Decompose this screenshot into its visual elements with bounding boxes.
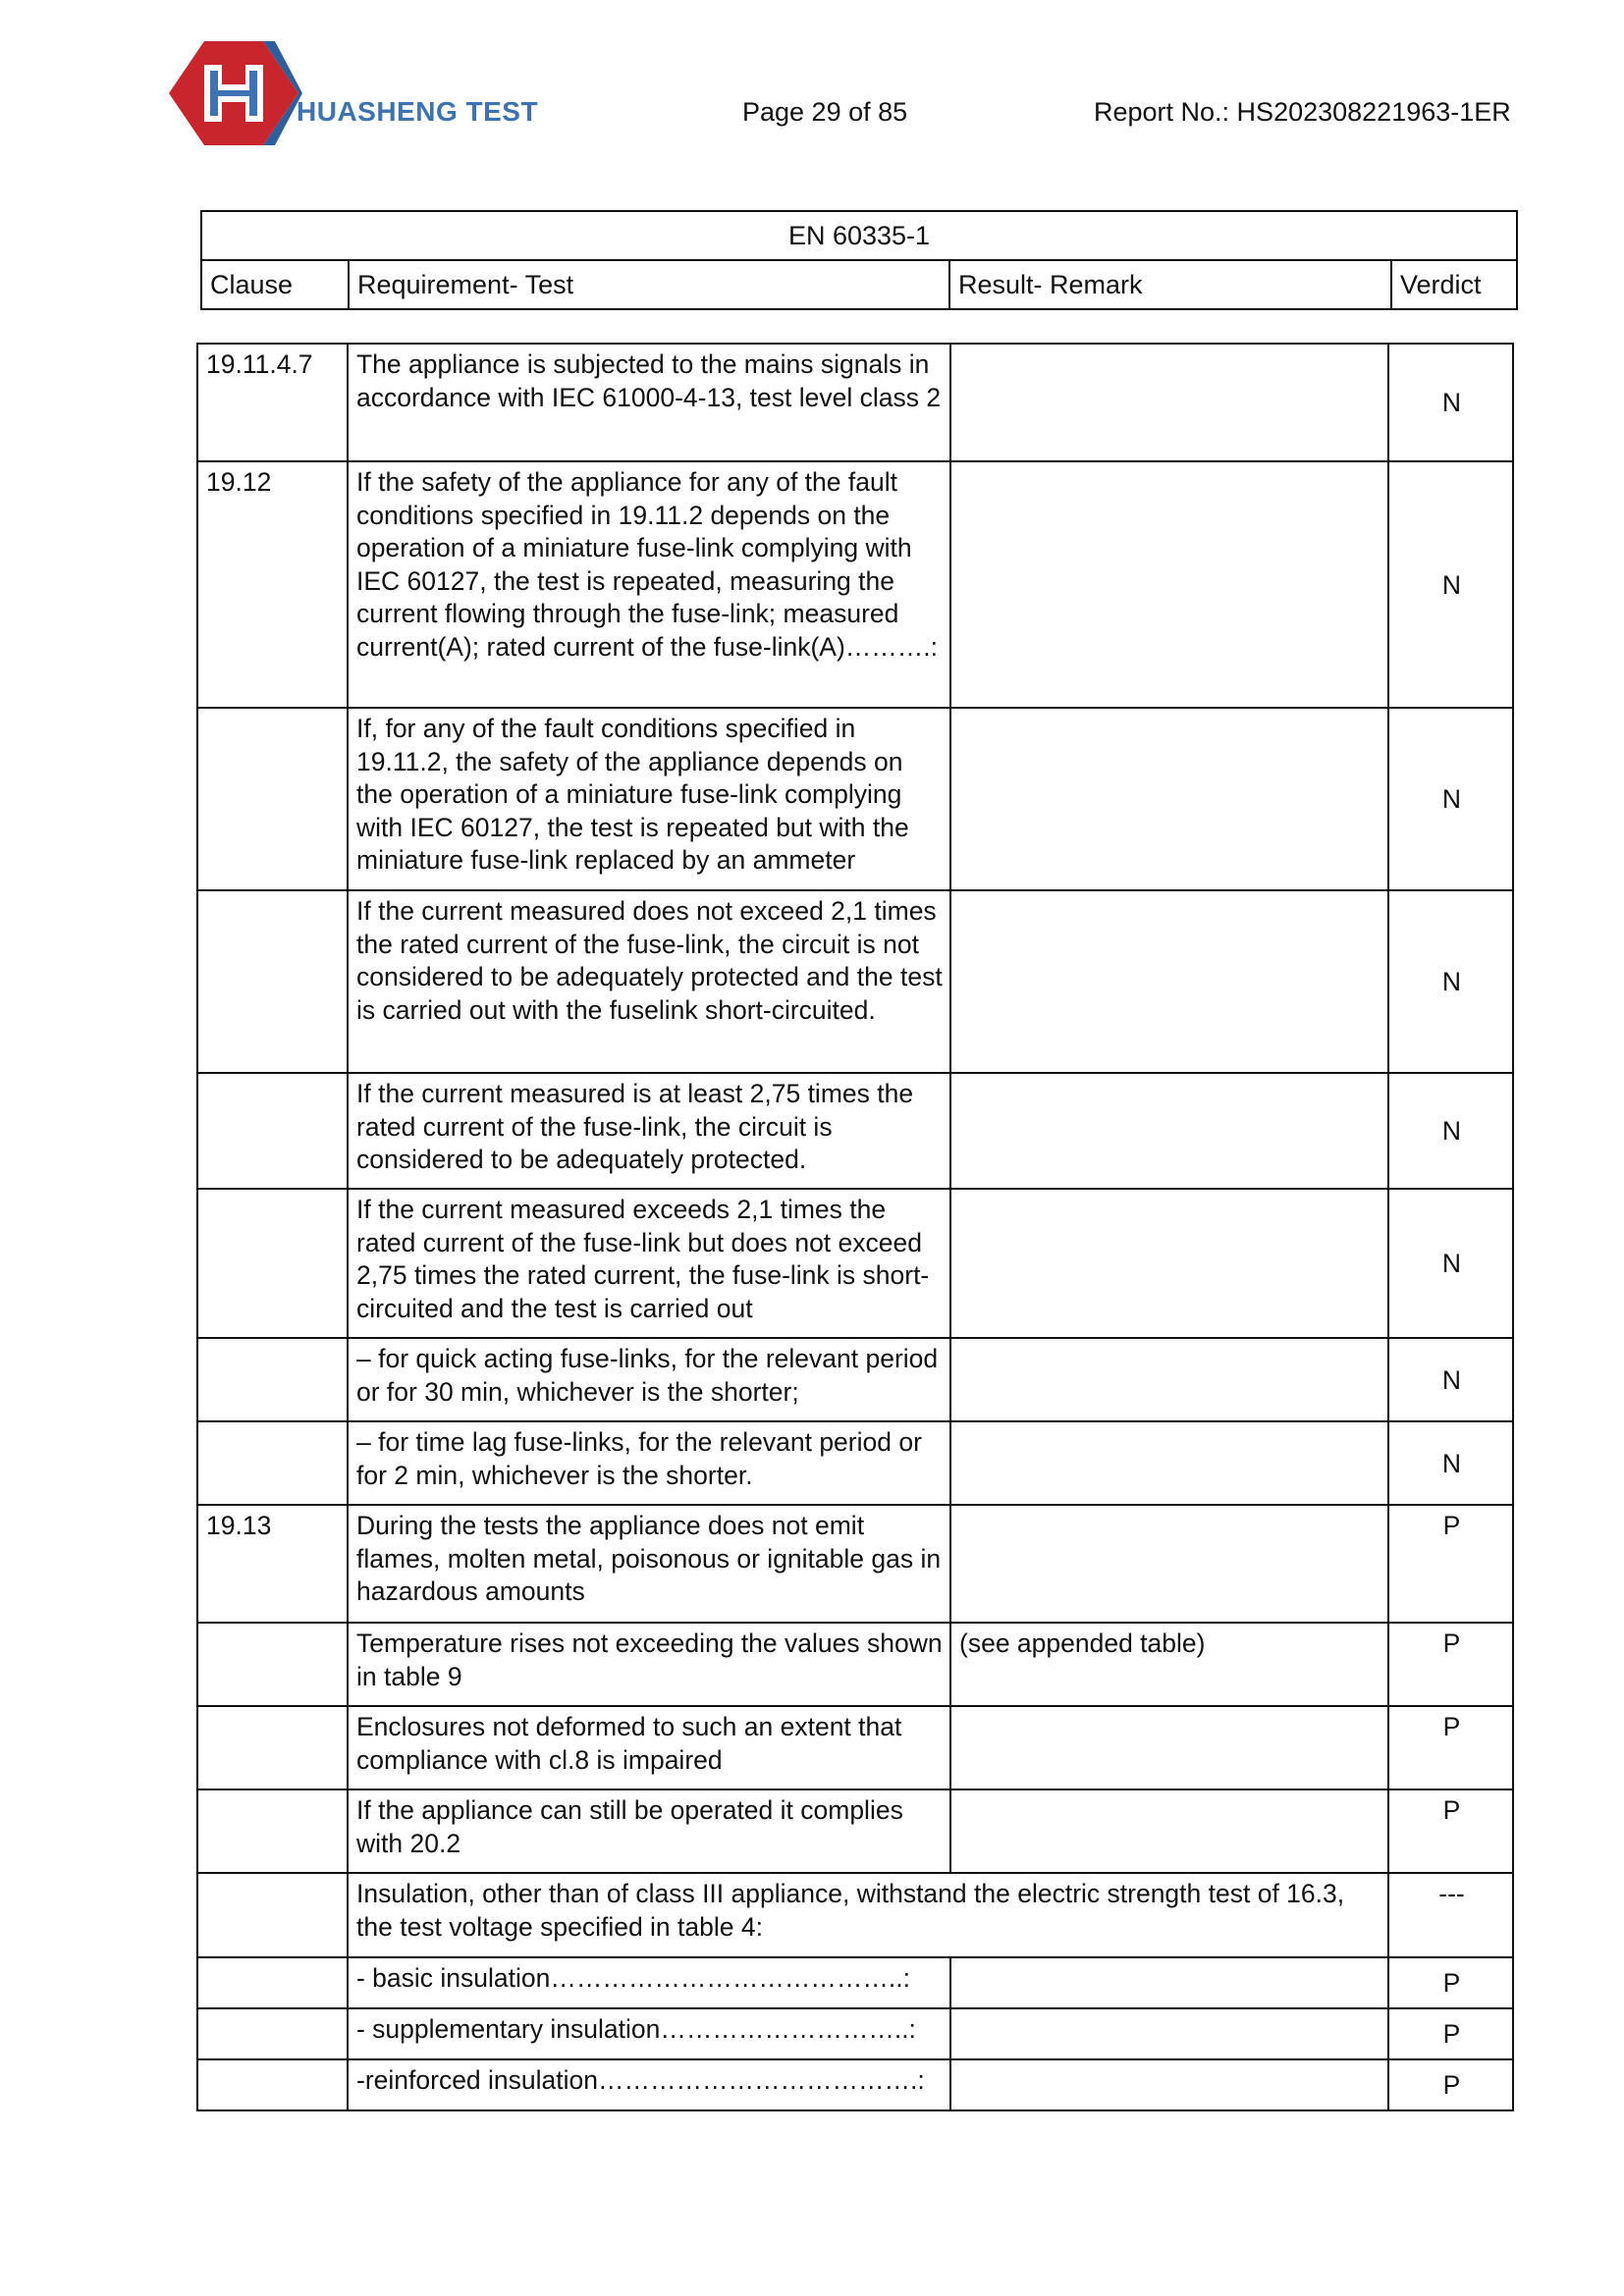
- result-cell: [950, 344, 1388, 461]
- requirements-table: [196, 343, 1514, 2111]
- requirement-cell: - supplementary insulation………………………..:: [348, 2008, 950, 2059]
- verdict-cell: N: [1388, 1189, 1513, 1338]
- requirement-cell: -reinforced insulation……………………………….:: [348, 2059, 950, 2110]
- table-row: [197, 708, 1513, 890]
- verdict-cell: ---: [1388, 1873, 1513, 1957]
- verdict-cell: N: [1388, 344, 1513, 461]
- requirement-cell: Insulation, other than of class III appliance, withstand the electric strength test of 16.3, the test voltage specified in table 4:: [348, 1873, 1388, 1957]
- requirement-cell: Temperature rises not exceeding the values shown in table 9: [348, 1623, 950, 1706]
- requirement-cell: Enclosures not deformed to such an extent that compliance with cl.8 is impaired: [348, 1706, 950, 1789]
- clause-cell: [197, 2008, 348, 2059]
- result-cell: [950, 1957, 1388, 2008]
- clause-cell: [197, 890, 348, 1073]
- table-row: [197, 1873, 1513, 1957]
- requirement-cell: – for time lag fuse-links, for the relevant period or for 2 min, whichever is the shorter.: [348, 1421, 950, 1505]
- table-row: [197, 890, 1513, 1073]
- requirement-cell: – for quick acting fuse-links, for the relevant period or for 30 min, whichever is the shorter;: [348, 1338, 950, 1421]
- table-row: [197, 1623, 1513, 1706]
- table-row: [197, 1073, 1513, 1189]
- clause-cell: [197, 1073, 348, 1189]
- verdict-cell: P: [1388, 1706, 1513, 1789]
- requirement-cell: If the appliance can still be operated it complies with 20.2: [348, 1789, 950, 1873]
- result-cell: (see appended table): [950, 1623, 1388, 1706]
- table-row: [197, 1706, 1513, 1789]
- verdict-cell: P: [1388, 2008, 1513, 2059]
- verdict-cell: N: [1388, 708, 1513, 890]
- huasheng-logo-icon: [165, 35, 302, 151]
- table-row: [197, 1421, 1513, 1505]
- table-row: [197, 1505, 1513, 1623]
- result-cell: [950, 461, 1388, 708]
- verdict-cell: P: [1388, 1789, 1513, 1873]
- clause-cell: [197, 2059, 348, 2110]
- result-cell: [950, 890, 1388, 1073]
- verdict-cell: P: [1388, 1623, 1513, 1706]
- clause-cell: [197, 1873, 348, 1957]
- result-cell: [950, 708, 1388, 890]
- brand-name: HUASHENG TEST: [297, 96, 539, 127]
- clause-cell: [197, 1623, 348, 1706]
- standard-header-table: [200, 210, 1518, 310]
- table-row: [197, 2008, 1513, 2059]
- requirement-cell: If the current measured exceeds 2,1 times the rated current of the fuse-link but does not exceed 2,75 times the rated current, the fuse-link is short-circuited and the test is carried out: [348, 1189, 950, 1338]
- verdict-cell: P: [1388, 1957, 1513, 2008]
- requirement-cell: If the safety of the appliance for any of the fault conditions specified in 19.11.2 depends on the operation of a miniature fuse-link complying with IEC 60127, the test is repeated, measuring the current flowing through the fuse-link; measured current(A); rated current of the fuse-link(A)……….:: [348, 461, 950, 708]
- table-row: [197, 1957, 1513, 2008]
- clause-cell: 19.11.4.7: [197, 344, 348, 461]
- clause-cell: [197, 1957, 348, 2008]
- standard-title: EN 60335-1: [201, 211, 1517, 260]
- requirement-cell: During the tests the appliance does not emit flames, molten metal, poisonous or ignitable gas in hazardous amounts: [348, 1505, 950, 1623]
- result-cell: [950, 1338, 1388, 1421]
- clause-cell: [197, 1189, 348, 1338]
- column-header-requirement: Requirement- Test: [349, 260, 949, 309]
- verdict-cell: P: [1388, 2059, 1513, 2110]
- verdict-cell: N: [1388, 1338, 1513, 1421]
- requirement-cell: If the current measured does not exceed 2,1 times the rated current of the fuse-link, the circuit is not considered to be adequately protected and the test is carried out with the fuselink short-circuited.: [348, 890, 950, 1073]
- clause-cell: [197, 708, 348, 890]
- result-cell: [950, 1789, 1388, 1873]
- clause-cell: 19.13: [197, 1505, 348, 1623]
- result-cell: [950, 1706, 1388, 1789]
- clause-cell: [197, 1789, 348, 1873]
- table-row: [197, 1789, 1513, 1873]
- requirement-cell: - basic insulation…………………………………..:: [348, 1957, 950, 2008]
- verdict-cell: N: [1388, 461, 1513, 708]
- column-header-result: Result- Remark: [949, 260, 1391, 309]
- verdict-cell: N: [1388, 890, 1513, 1073]
- result-cell: [950, 2008, 1388, 2059]
- requirement-cell: The appliance is subjected to the mains signals in accordance with IEC 61000-4-13, test level class 2: [348, 344, 950, 461]
- column-header-clause: Clause: [201, 260, 349, 309]
- result-cell: [950, 1505, 1388, 1623]
- clause-cell: [197, 1338, 348, 1421]
- requirement-cell: If, for any of the fault conditions specified in 19.11.2, the safety of the appliance depends on the operation of a miniature fuse-link complying with IEC 60127, the test is repeated but with the miniature fuse-link replaced by an ammeter: [348, 708, 950, 890]
- verdict-cell: N: [1388, 1421, 1513, 1505]
- table-row: [197, 1189, 1513, 1338]
- clause-cell: [197, 1421, 348, 1505]
- page-number: Page 29 of 85: [742, 97, 908, 127]
- table-row: [197, 2059, 1513, 2110]
- table-row: [197, 344, 1513, 461]
- clause-cell: [197, 1706, 348, 1789]
- clause-cell: 19.12: [197, 461, 348, 708]
- report-number: Report No.: HS202308221963-1ER: [1094, 97, 1511, 127]
- result-cell: [950, 2059, 1388, 2110]
- result-cell: [950, 1073, 1388, 1189]
- column-header-verdict: Verdict: [1391, 260, 1517, 309]
- table-row: [197, 461, 1513, 708]
- requirement-cell: If the current measured is at least 2,75 times the rated current of the fuse-link, the circuit is considered to be adequately protected.: [348, 1073, 950, 1189]
- result-cell: [950, 1189, 1388, 1338]
- table-row: [197, 1338, 1513, 1421]
- result-cell: [950, 1421, 1388, 1505]
- verdict-cell: N: [1388, 1073, 1513, 1189]
- verdict-cell: P: [1388, 1505, 1513, 1623]
